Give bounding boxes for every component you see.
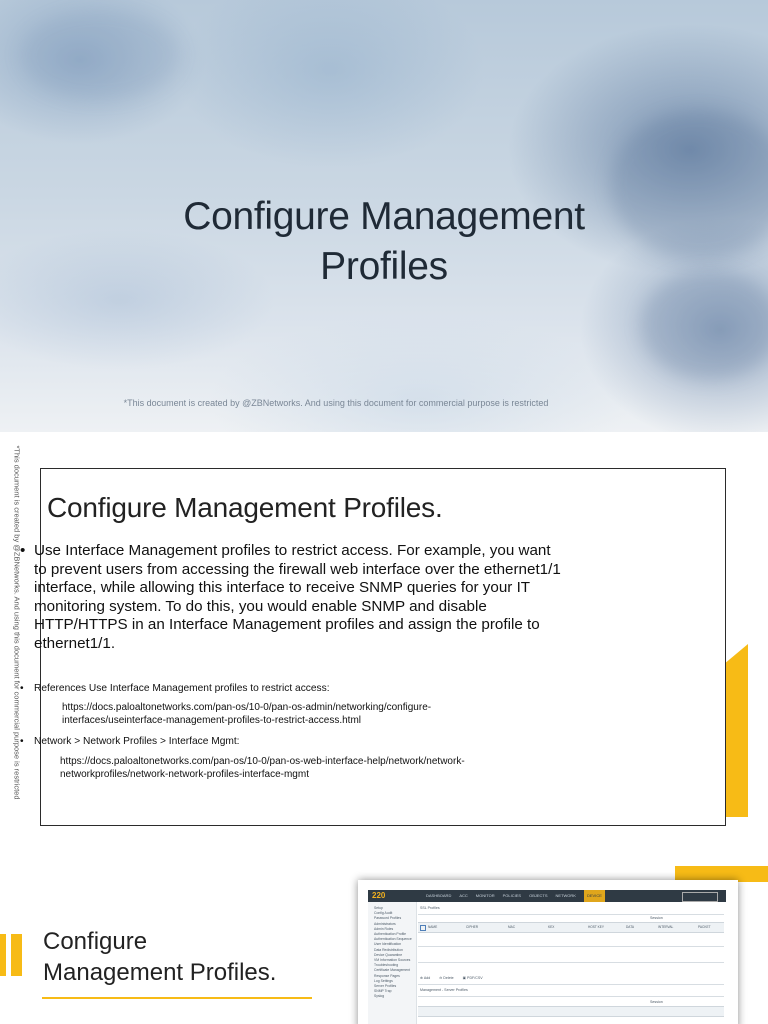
screenshot-col-header: DATA [626, 925, 635, 929]
screenshot-sidebar-item: Server Profiles [374, 984, 397, 989]
title-slide [0, 0, 768, 432]
screenshot-table-header [418, 922, 724, 933]
reference-link-line[interactable]: https://docs.paloaltonetworks.com/pan-os/10-0/pan-os-admin/networking/configure- [62, 702, 432, 713]
screenshot-sidebar-item: Response Pages [374, 973, 400, 978]
screenshot-divider [418, 914, 724, 915]
screenshot-section-title: SSL Profiles [420, 906, 440, 910]
screenshot-tab: MONITOR [475, 893, 495, 898]
screenshot-col-header: INTERVAL [658, 925, 674, 929]
screenshot-sidebar-item: User Identification [374, 942, 402, 947]
export-label: PDF/CSV [467, 976, 483, 980]
screenshot-main [418, 906, 724, 1024]
screenshot-sidebar-item: Administrators [374, 921, 396, 926]
slide-title-line: Profiles [320, 245, 448, 288]
screenshot-divider [418, 984, 724, 985]
screenshot-sidebar [368, 902, 417, 1024]
screenshot-divider [418, 962, 724, 963]
screenshot-col-header: MAC [508, 925, 516, 929]
section-title-line: Configure [43, 928, 148, 955]
screenshot-tab: ACC [459, 893, 468, 898]
screenshot-tab: OBJECTS [529, 893, 548, 898]
copyright-note: *This document is created by @ZBNetworks. And using this document for commercial purpose is restricted [123, 398, 549, 408]
screenshot-sidebar-item: Admin Roles [374, 926, 394, 931]
help-link[interactable] [60, 755, 580, 781]
screenshot-tab: NETWORK [555, 893, 576, 898]
screenshot-sidebar-item: Setup [374, 906, 383, 910]
screenshot-session-label: Session [650, 916, 663, 920]
screenshot-col-header: HOST KEY [588, 925, 605, 929]
watercolor-stain [20, 10, 180, 100]
add-icon: ⊕ [420, 976, 424, 980]
screenshot-sidebar-item: Authentication Sequence [374, 937, 412, 942]
screenshot-sidebar-item: Certificate Management [374, 968, 410, 973]
help-link-line[interactable]: networkprofiles/network-network-profiles-interface-mgmt [60, 769, 309, 780]
reference-bullet: • References Use Interface Management profiles to restrict access: [20, 683, 330, 694]
screenshot-topbar [368, 890, 726, 902]
add-label: Add [423, 976, 431, 980]
screenshot-sidebar-item: Config Audit [374, 911, 393, 916]
reference-link-line[interactable]: interfaces/useinterface-management-profiles-to-restrict-access.html [62, 715, 361, 726]
navigation-bullet: • Network > Network Profiles > Interface Mgmt: [20, 736, 240, 747]
slide-title [0, 192, 768, 292]
screenshot-section-title: Management - Server Profiles [420, 988, 468, 992]
title-underline [42, 997, 312, 999]
delete-icon: ⊖ [439, 976, 443, 980]
content-title: Configure Management Profiles. [47, 492, 443, 523]
section-title-line: Management Profiles. [43, 959, 277, 986]
content-slide [0, 440, 768, 864]
screenshot-sidebar-item: Log Settings [374, 978, 393, 983]
yellow-bars-decoration [0, 934, 22, 976]
screenshot-divider [418, 946, 724, 947]
checkbox-icon [420, 925, 426, 931]
screenshot-col-header: CIPHER [466, 925, 479, 929]
screenshot-slide [0, 838, 768, 1024]
screenshot-sidebar-item: Data Redistribution [374, 947, 403, 952]
section-title [43, 926, 276, 988]
screenshot-sidebar-item: Password Profiles [374, 916, 402, 921]
screenshot-logo: 220 [372, 891, 386, 900]
screenshot-sidebar-item: Device Quarantine [374, 952, 403, 957]
firewall-ui-screenshot [358, 880, 738, 1024]
screenshot-sidebar-item: SNMP Trap [374, 989, 392, 994]
screenshot-add-action [420, 976, 483, 980]
export-icon: ▣ [462, 976, 467, 980]
screenshot-tabs [426, 890, 605, 902]
screenshot-table-header [418, 1006, 724, 1017]
screenshot-divider [418, 996, 724, 997]
screenshot-col-header: PACKET [698, 925, 711, 929]
screenshot-col-header: KEX [548, 925, 555, 929]
slide-title-line: Configure Management [183, 195, 585, 238]
screenshot-sidebar-item: Troubleshooting [374, 963, 399, 968]
help-link-line[interactable]: https://docs.paloaltonetworks.com/pan-os/10-0/pan-os-web-interface-help/network/network- [60, 756, 465, 767]
screenshot-session-label: Session [650, 1000, 663, 1004]
screenshot-tab: POLICIES [502, 893, 522, 898]
screenshot-user-box [682, 892, 718, 902]
screenshot-tab-active: DEVICE [584, 890, 605, 902]
screenshot-tab: DASHBOARD [426, 893, 452, 898]
screenshot-sidebar-item: VM Information Sources [374, 958, 411, 963]
screenshot-sidebar-item: Authentication Profile [374, 932, 407, 937]
screenshot-sidebar-item: Syslog [374, 994, 385, 999]
reference-link[interactable] [62, 701, 582, 727]
screenshot-col-header: NAME [428, 925, 438, 929]
vertical-copyright-note: *This document is created by @ZBNetworks. And using this document for commercial purpose is restricted [12, 445, 22, 800]
main-bullet-text: • Use Interface Management profiles to restrict access. For example, you want to prevent users from accessing the firewall web interface over the ethernet1/1 interface, while allowing this interface to receive SNMP queries for your IT monitoring system. To do this, you would enable SNMP and disable HTTP/HTTPS in an Interface Management profiles and assign the profile to ethernet1/1. [20, 542, 564, 654]
delete-label: Delete [443, 976, 454, 980]
